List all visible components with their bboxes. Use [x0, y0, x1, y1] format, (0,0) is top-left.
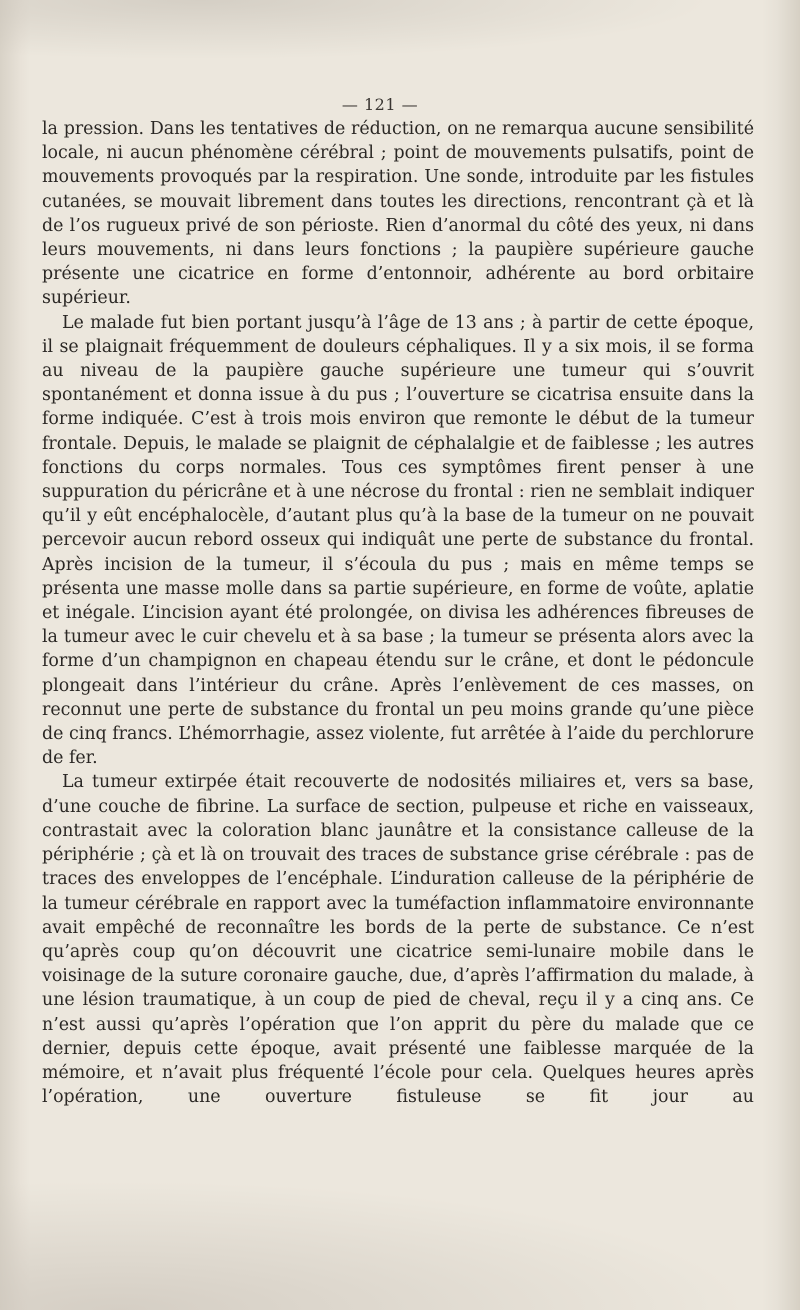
page-number: — 121 —	[341, 95, 419, 114]
paragraph-2: Le malade fut bien portant jusqu’à l’âge de 13 ans ; à partir de cette époque, il se plaignait fréquemment de douleurs céphaliques. Il y a six mois, il se forma au niveau de la paupière gauche supérieure une tumeur qui s’ouvrit spontanément et donna issue à du pus ; l’ouverture se cicatrisa ensuite dans la forme indiquée. C’est à trois mois environ que remonte le début de la tumeur frontale. Depuis, le malade se plaignit de céphalalgie et de faiblesse ; les autres fonctions du corps normales. Tous ces symptômes firent penser à une suppuration du péricrâne et à une nécrose du frontal : rien ne semblait indiquer qu’il y eût encéphalocèle, d’autant plus qu’à la base de la tumeur on ne pouvait percevoir aucun rebord osseux qui indiquât une perte de substance du frontal. Après incision de la tumeur, il s’écoula du pus ; mais en même temps se présenta une masse molle dans sa partie supérieure, en forme de voûte, aplatie et inégale. L’incision ayant été prolongée, on divisa les adhérences fibreuses de la tumeur avec le cuir chevelu et à sa base ; la tumeur se présenta alors avec la forme d’un champignon en chapeau étendu sur le crâne, et dont le pédoncule plongeait dans l’intérieur du crâne. Après l’enlèvement de ces masses, on reconnut une perte de substance du frontal un peu moins grande qu’une pièce de cinq francs. L’hémorrhagie, assez violente, fut arrêtée à l’aide du perchlorure de fer.	[42, 312, 754, 769]
body-text	[42, 117, 754, 1109]
paragraph-1: la pression. Dans les tentatives de réduction, on ne remarqua aucune sensibilité locale, ni aucun phénomène cérébral ; point de mouvements pulsatifs, point de mouvements provoqués par la respiration. Une sonde, introduite par les fistules cutanées, se mouvait librement dans toutes les directions, rencontrant çà et là de l’os rugueux privé de son périoste. Rien d’anormal du côté des yeux, ni dans leurs mouvements, ni dans leurs fonctions ; la paupière supérieure gauche présente une cicatrice en forme d’entonnoir, adhérente au bord orbitaire supérieur.	[42, 119, 754, 309]
paragraph-3: La tumeur extirpée était recouverte de nodosités miliaires et, vers sa base, d’une couche de fibrine. La surface de section, pulpeuse et riche en vaisseaux, contrastait avec la coloration blanc jaunâtre et la consistance calleuse de la périphérie ; çà et là on trouvait des traces de substance grise cérébrale : pas de traces des enveloppes de l’encéphale. L’induration calleuse de la périphérie de la tumeur cérébrale en rapport avec la tuméfaction inflammatoire environnante avait empêché de reconnaître les bords de la perte de substance. Ce n’est qu’après coup qu’on découvrit une cicatrice semi-lunaire mobile dans le voisinage de la suture coronaire gauche, due, d’après l’affirmation du malade, à une lésion traumatique, à un coup de pied de cheval, reçu il y a cinq ans. Ce n’est aussi qu’après l’opération que l’on apprit du père du malade que ce dernier, depuis cette époque, avait présenté une faiblesse marquée de la mémoire, et n’avait plus fréquenté l’école pour cela. Quelques heures après l’opération, une ouverture fistuleuse se fit jour au	[42, 772, 754, 1108]
